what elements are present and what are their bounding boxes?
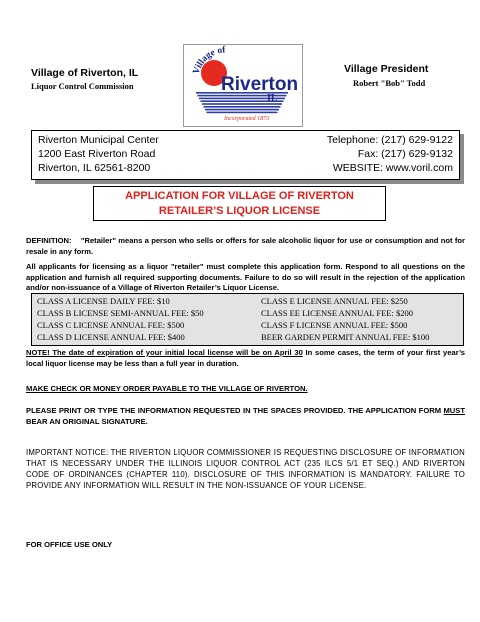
- important-notice: IMPORTANT NOTICE: THE RIVERTON LIQUOR COMMISSIONER IS REQUESTING DISCLOSURE OF INFORMATION THAT IS NECESSARY UNDER THE ILLINOIS LIQUOR CONTROL ACT (235 ILCS 5/1 ET SEQ.) AND RIVERTON CODE OF ORDINANCES (CHAPTER 110). DISCLOSURE OF THIS INFORMATION IS MANDATORY. FAILURE TO PROVIDE ANY INFORMATION WILL RESULT IN THE NON-ISSUANCE OF YOUR LICENSE.: [26, 448, 465, 490]
- fee-class-b: CLASS B LICENSE SEMI-ANNUAL FEE: $50: [37, 308, 204, 318]
- definition-label: DEFINITION:: [26, 236, 72, 245]
- definition-text: "Retailer" means a person who sells or offers for sale alcoholic liquor for use or consumption and not for resale in any form.: [26, 236, 465, 256]
- note-expiration: NOTE! The date of expiration of your initial local license will be on April 30: [26, 348, 303, 357]
- print-must: MUST: [443, 406, 465, 415]
- address-line-1: Riverton Municipal Center: [38, 134, 159, 146]
- application-title-line-1: APPLICATION FOR VILLAGE OF RIVERTON: [125, 190, 354, 202]
- fee-class-a: CLASS A LICENSE DAILY FEE: $10: [37, 296, 170, 306]
- address-line-2: 1200 East Riverton Road: [38, 148, 156, 160]
- definition-paragraph: [26, 236, 465, 257]
- print-instruction-text: PLEASE PRINT OR TYPE THE INFORMATION REQUESTED IN THE SPACES PROVIDED. THE APPLICATION FORM: [26, 406, 444, 415]
- print-signature-text: BEAR AN ORIGINAL SIGNATURE.: [26, 416, 148, 426]
- office-use-heading: FOR OFFICE USE ONLY: [26, 540, 113, 549]
- note-term: In some cases, the term of your first year’s local liquor license may be less than a full year in duration.: [26, 348, 466, 368]
- print-instruction: [26, 406, 465, 427]
- application-title-line-2: RETAILER’S LIQUOR LICENSE: [158, 205, 321, 217]
- logo-state: IL: [267, 93, 278, 104]
- fee-class-ee: CLASS EE LICENSE ANNUAL FEE: $200: [261, 308, 413, 318]
- commission-subtitle: Liquor Control Commission: [31, 81, 134, 91]
- logo-incorporated: Incorporated 1873: [224, 116, 270, 122]
- telephone: Telephone: (217) 629-9122: [326, 134, 453, 146]
- president-name: Robert "Bob" Todd: [353, 78, 426, 88]
- payable-instruction: MAKE CHECK OR MONEY ORDER PAYABLE TO THE VILLAGE OF RIVERTON.: [26, 384, 308, 393]
- address-line-3: Riverton, IL 62561-8200: [38, 162, 151, 174]
- contact-box: [31, 130, 460, 180]
- fee-beer-garden: BEER GARDEN PERMIT ANNUAL FEE: $100: [261, 332, 430, 342]
- fee-schedule: [31, 293, 464, 346]
- note-paragraph: [26, 348, 465, 369]
- website-link[interactable]: WEBSITE: www.voril.com: [332, 162, 453, 174]
- commission-title: Village of Riverton, IL: [31, 67, 139, 79]
- riverton-logo-icon: [184, 45, 302, 126]
- fee-class-d: CLASS D LICENSE ANNUAL FEE: $400: [37, 332, 185, 342]
- logo-stripe: [204, 106, 281, 108]
- logo-name: Riverton: [221, 74, 299, 95]
- logo-arc-text: Village of: [191, 45, 226, 76]
- application-title-box: [93, 186, 386, 221]
- village-logo: [183, 44, 303, 127]
- president-title: Village President: [344, 63, 429, 75]
- fee-class-e: CLASS E LICENSE ANNUAL FEE: $250: [261, 296, 408, 306]
- applicants-paragraph: All applicants for licensing as a liquor "retailer" must complete this application form. Respond to all questions on the application and furnish all required supporting documents. Failure to do so will result in the rejection of the application and/or non-issuance of a Village of Riverton Retailer’s Liquor License.: [26, 262, 465, 292]
- fee-class-f: CLASS F LICENSE ANNUAL FEE: $500: [261, 320, 408, 330]
- logo-stripe: [207, 112, 278, 114]
- logo-stripe: [205, 109, 279, 111]
- fax: Fax: (217) 629-9132: [357, 148, 453, 160]
- fee-class-c: CLASS C LICENSE ANNUAL FEE: $500: [37, 320, 185, 330]
